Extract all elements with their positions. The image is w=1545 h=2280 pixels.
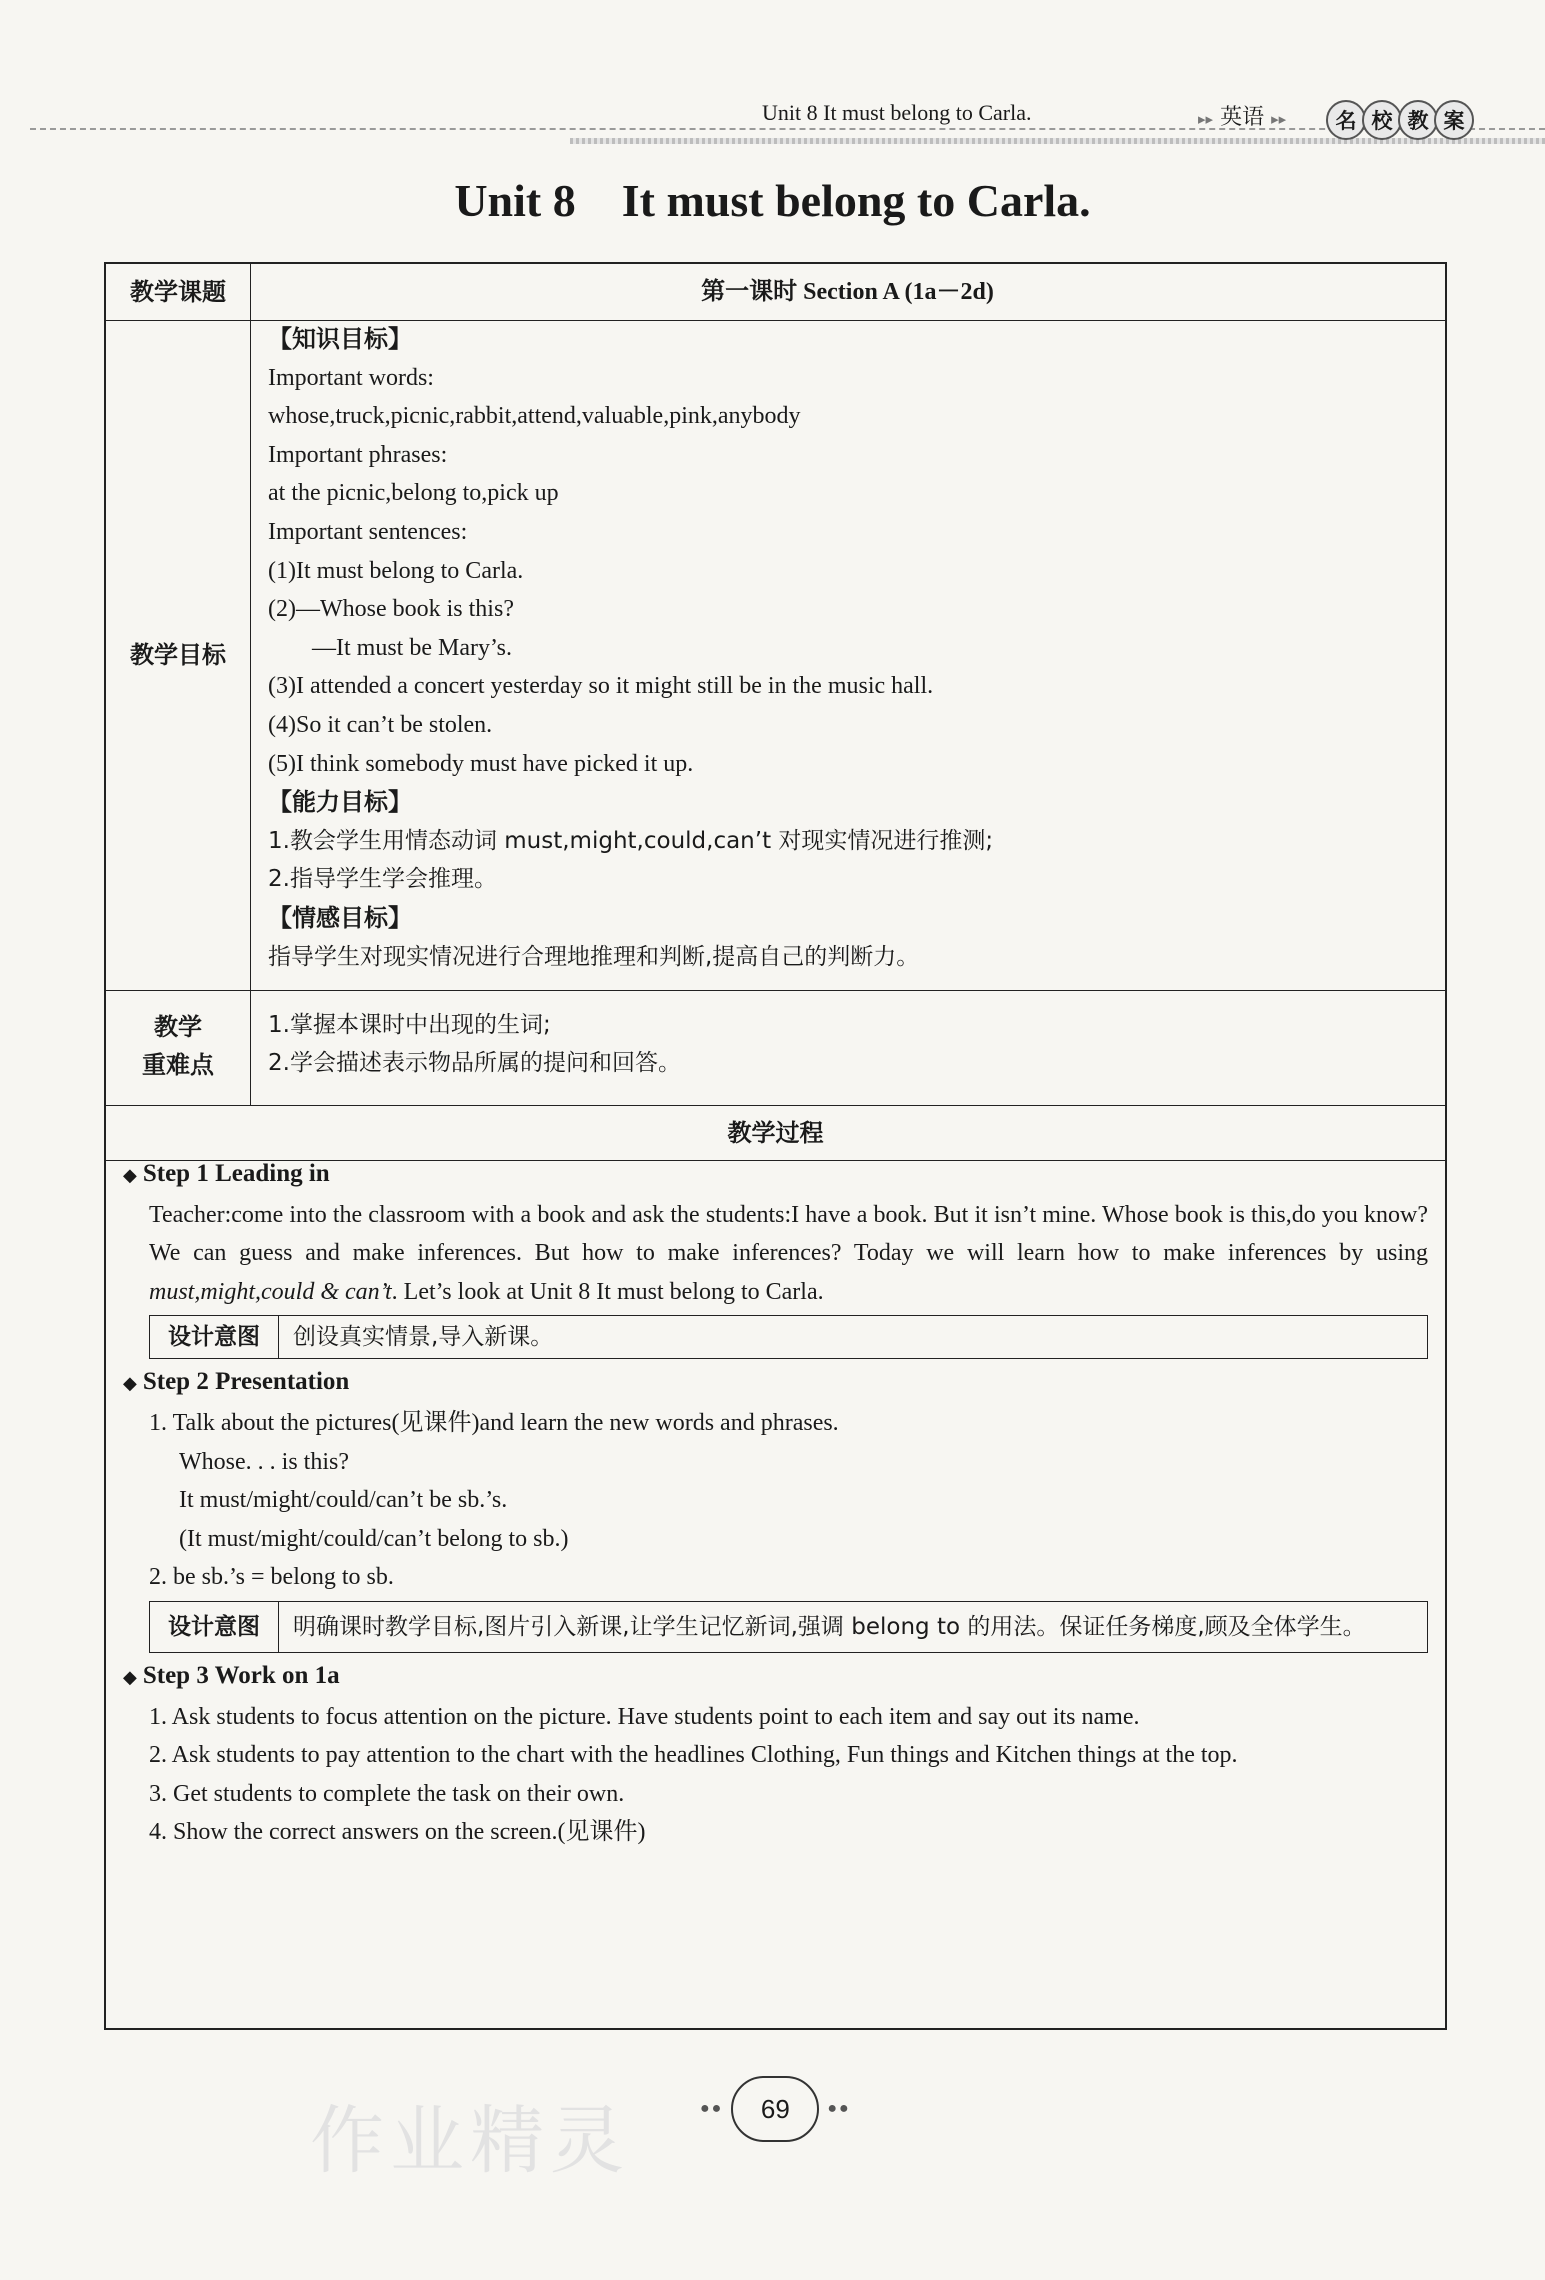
teaching-process bbox=[123, 1155, 1428, 1852]
brand-char: 教 bbox=[1398, 100, 1438, 140]
key-points-label-line2: 重难点 bbox=[142, 1051, 214, 1079]
lesson-plan-table bbox=[104, 262, 1447, 2030]
step-2-title bbox=[123, 1363, 1428, 1404]
step-3-title bbox=[123, 1657, 1428, 1698]
subject-tag bbox=[1198, 100, 1286, 131]
ability-heading: 【能力目标】 bbox=[268, 788, 412, 817]
process-heading: 教学过程 bbox=[727, 1119, 824, 1147]
ability-item-1: 1.教会学生用情态动词 must,might,could,can’t 对现实情况进行推测; bbox=[268, 827, 994, 854]
sentence-1: (1)It must belong to Carla. bbox=[268, 557, 524, 584]
table-rule bbox=[106, 1105, 1445, 1106]
table-rule bbox=[106, 990, 1445, 991]
double-chevron-icon: ▸▸ bbox=[1271, 110, 1287, 128]
step-2-line-5: 2. be sb.’s = belong to sb. bbox=[149, 1564, 394, 1591]
dots-ornament-icon: ●● bbox=[827, 2100, 851, 2117]
sentence-4: (4)So it can’t be stolen. bbox=[268, 711, 493, 738]
sentence-2-answer: —It must be Mary’s. bbox=[312, 634, 512, 661]
table-column-rule bbox=[250, 264, 251, 1105]
step-2-design-box bbox=[149, 1601, 1428, 1653]
brand-char: 案 bbox=[1434, 100, 1474, 140]
lesson-topic-value: 第一课时 Section A (1a－2d) bbox=[701, 279, 994, 305]
step-1-title bbox=[123, 1155, 1428, 1196]
phrases-list: at the picnic,belong to,pick up bbox=[268, 480, 559, 507]
running-title: Unit 8 It must belong to Carla. bbox=[762, 100, 1032, 125]
words-label: Important words: bbox=[268, 364, 434, 391]
step-3-line-2: 2. Ask students to pay attention to the chart with the headlines Clothing, Fun things and Kitchen things at the top. bbox=[149, 1742, 1238, 1769]
ability-item-2: 2.指导学生学会推理。 bbox=[268, 866, 497, 893]
sentences-label: Important sentences: bbox=[268, 518, 468, 545]
step-1-title-text: Step 1 Leading in bbox=[142, 1160, 330, 1187]
header-rule bbox=[30, 128, 1545, 130]
subject-label: 英语 bbox=[1220, 105, 1265, 130]
step-2-line-4: (It must/might/could/can’t belong to sb.) bbox=[179, 1525, 569, 1552]
brand-logo bbox=[1330, 100, 1474, 140]
step-2-title-text: Step 2 Presentation bbox=[142, 1368, 350, 1396]
emotion-item: 指导学生对现实情况进行合理地推理和判断,提高自己的判断力。 bbox=[268, 943, 920, 970]
dots-ornament-icon: ●● bbox=[700, 2100, 724, 2117]
double-chevron-icon: ▸▸ bbox=[1198, 110, 1214, 128]
step-3-line-4: 4. Show the correct answers on the screen.(见课件) bbox=[149, 1819, 646, 1846]
step-1-text-a: Teacher:come into the classroom with a book and ask the students:I have a book. But it isn’t mine. Whose book is this,do you know? We can guess and make inferences. But how to make inferences? Today we will learn how to make inferences by using bbox=[149, 1201, 1428, 1267]
step-1-modal-verbs: must,might,could & can’t bbox=[149, 1278, 392, 1305]
diamond-bullet-icon: ◆ bbox=[123, 1666, 137, 1688]
sentence-3: (3)I attended a concert yesterday so it might still be in the music hall. bbox=[268, 673, 934, 700]
words-list: whose,truck,picnic,rabbit,attend,valuable,pink,anybody bbox=[268, 403, 801, 430]
watermark: 作业精灵 bbox=[310, 2098, 630, 2184]
page-title: Unit 8 It must belong to Carla. bbox=[454, 175, 1091, 226]
step-3-title-text: Step 3 Work on 1a bbox=[142, 1661, 340, 1689]
step-3-line-1: 1. Ask students to focus attention on the picture. Have students point to each item and say out its name. bbox=[149, 1703, 1140, 1730]
knowledge-heading: 【知识目标】 bbox=[268, 325, 412, 353]
page-footer bbox=[700, 2076, 851, 2142]
sentence-5: (5)I think somebody must have picked it up. bbox=[268, 750, 694, 777]
page-number: 69 bbox=[731, 2076, 819, 2142]
emotion-heading: 【情感目标】 bbox=[268, 903, 412, 932]
brand-char: 校 bbox=[1362, 100, 1402, 140]
key-point-2: 2.学会描述表示物品所属的提问和回答。 bbox=[268, 1050, 681, 1076]
design-label: 设计意图 bbox=[150, 1602, 279, 1652]
sentence-2-question: (2)—Whose book is this? bbox=[268, 596, 514, 623]
goals-content bbox=[268, 320, 993, 976]
key-point-1: 1.掌握本课时中出现的生词; bbox=[268, 1012, 551, 1038]
step-1-design-text: 创设真实情景,导入新课。 bbox=[293, 1324, 554, 1351]
step-1-design-box bbox=[149, 1315, 1428, 1359]
step-2-design-text: 明确课时教学目标,图片引入新课,让学生记忆新词,强调 belong to 的用法。保证任务梯度,顾及全体学生。 bbox=[293, 1613, 1366, 1640]
diamond-bullet-icon: ◆ bbox=[123, 1165, 137, 1186]
key-points-label-line1: 教学 bbox=[154, 1013, 202, 1041]
phrases-label: Important phrases: bbox=[268, 441, 448, 468]
step-2-line-1: 1. Talk about the pictures(见课件)and learn the new words and phrases. bbox=[149, 1409, 839, 1436]
design-label: 设计意图 bbox=[150, 1316, 279, 1358]
lesson-topic-label: 教学课题 bbox=[130, 278, 226, 306]
diamond-bullet-icon: ◆ bbox=[123, 1373, 137, 1395]
brand-char: 名 bbox=[1326, 100, 1366, 140]
step-3-line-3: 3. Get students to complete the task on their own. bbox=[149, 1780, 625, 1807]
step-2-line-3: It must/might/could/can’t be sb.’s. bbox=[179, 1487, 508, 1514]
step-1-text-b: . Let’s look at Unit 8 It must belong to Carla. bbox=[391, 1278, 824, 1305]
step-1-text bbox=[123, 1196, 1428, 1312]
goals-label: 教学目标 bbox=[130, 641, 226, 669]
step-2-line-2: Whose. . . is this? bbox=[179, 1448, 349, 1475]
